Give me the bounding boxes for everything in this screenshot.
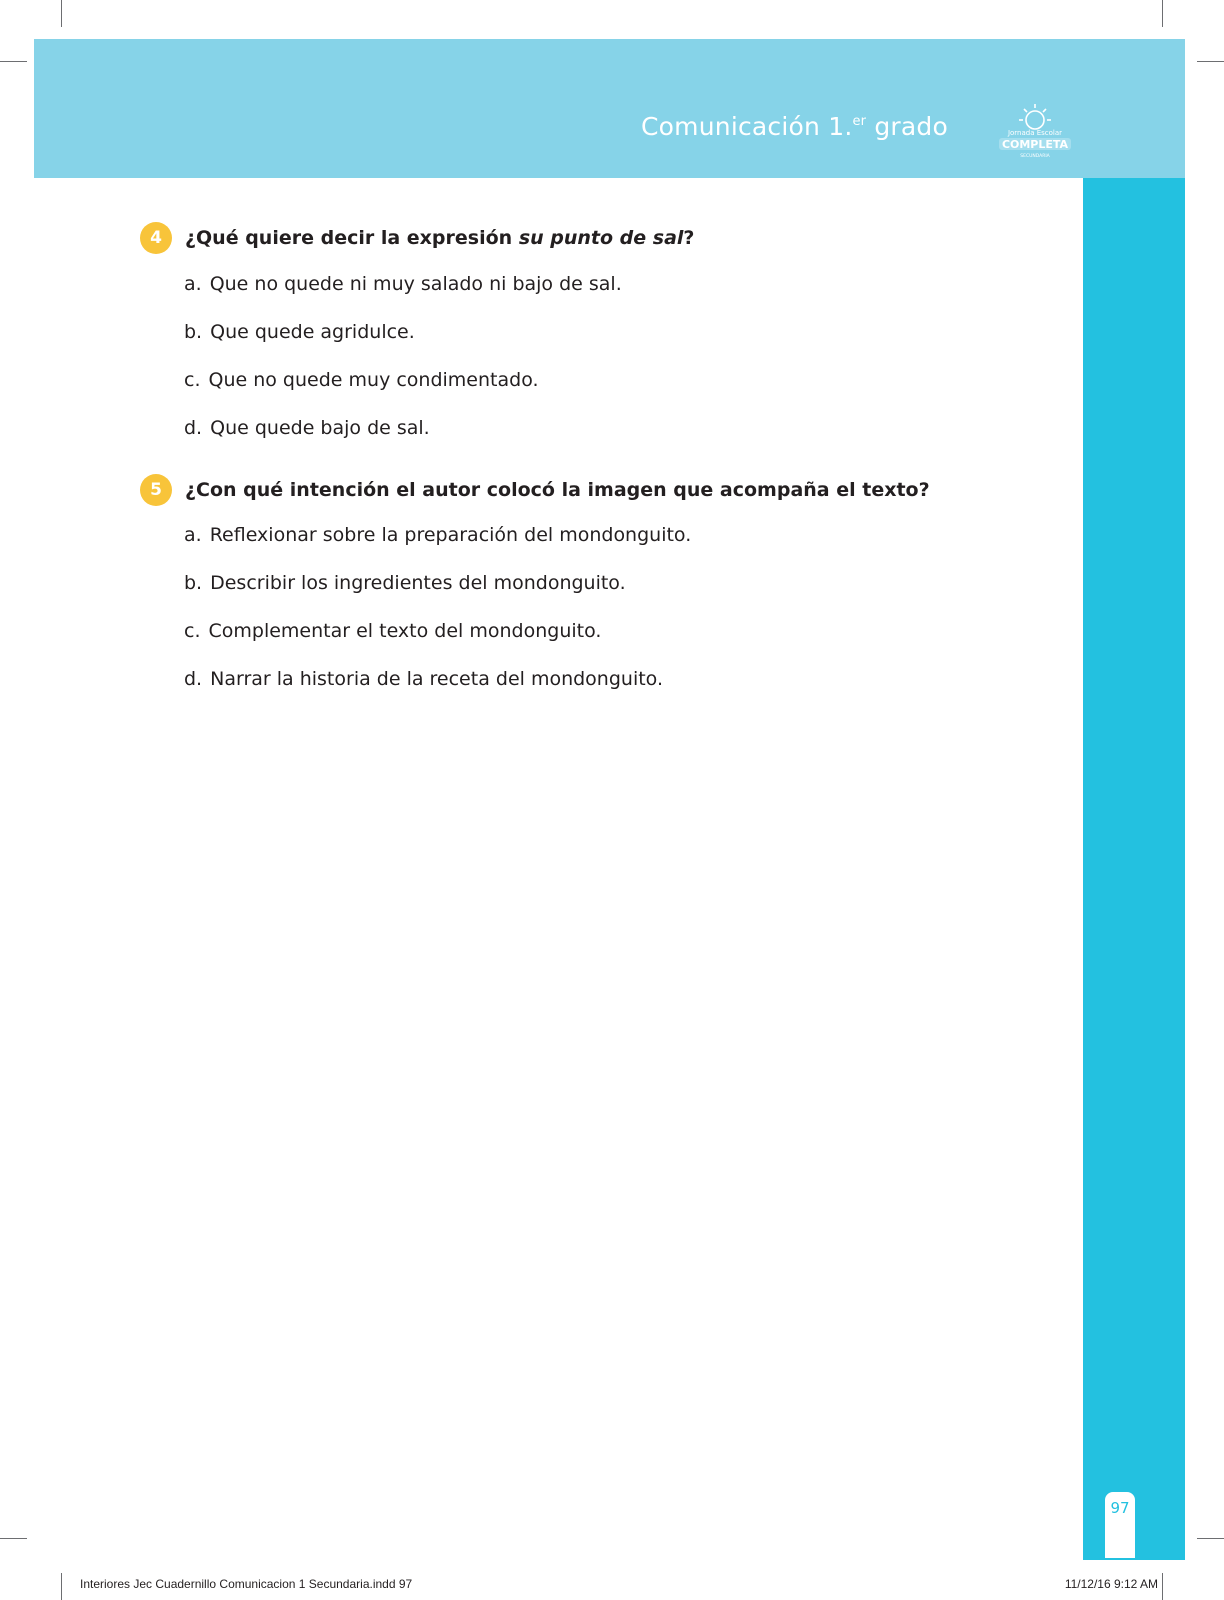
answer-option: d. Que quede bajo de sal. (184, 417, 430, 439)
footer-timestamp: 11/12/16 9:12 AM (1064, 1577, 1158, 1591)
jornada-escolar-logo (993, 100, 1077, 160)
answer-option: b. Que quede agridulce. (184, 321, 415, 343)
answer-option: c. Que no quede muy condimentado. (184, 369, 539, 391)
question-number-badge: 4 (140, 222, 172, 254)
question-4 (140, 222, 694, 254)
svg-text:Jornada Escolar: Jornada Escolar (1007, 129, 1063, 137)
crop-mark (61, 0, 62, 27)
crop-mark (1197, 1538, 1224, 1539)
crop-mark (1162, 0, 1163, 27)
question-text: ¿Con qué intención el autor colocó la imagen que acompaña el texto? (185, 479, 930, 501)
question-number-badge: 5 (140, 474, 172, 506)
question-5 (140, 474, 930, 506)
crop-mark (61, 1573, 62, 1600)
side-color-bar (1083, 178, 1185, 1560)
footer-file-name: Interiores Jec Cuadernillo Comunicacion 1 Secundaria.indd 97 (80, 1577, 413, 1591)
page-number: 97 (1110, 1499, 1130, 1517)
crop-mark (0, 1538, 27, 1539)
answer-option: d. Narrar la historia de la receta del mondonguito. (184, 668, 664, 690)
answer-option: a. Que no quede ni muy salado ni bajo de sal. (184, 273, 622, 295)
page-header-title: Comunicación 1.$^{er}$ grado (641, 112, 948, 141)
answer-option: a. Reflexionar sobre la preparación del mondonguito. (184, 524, 692, 546)
crop-mark (0, 61, 27, 62)
answer-option: c. Complementar el texto del mondonguito. (184, 620, 602, 642)
question-text: ¿Qué quiere decir la expresión su punto de sal? (185, 227, 695, 249)
answer-option: b. Describir los ingredientes del mondonguito. (184, 572, 626, 594)
svg-text:SECUNDARIA: SECUNDARIA (1020, 154, 1050, 159)
crop-mark (1162, 1573, 1163, 1600)
crop-mark (1197, 61, 1224, 62)
svg-text:COMPLETA: COMPLETA (1001, 138, 1069, 151)
